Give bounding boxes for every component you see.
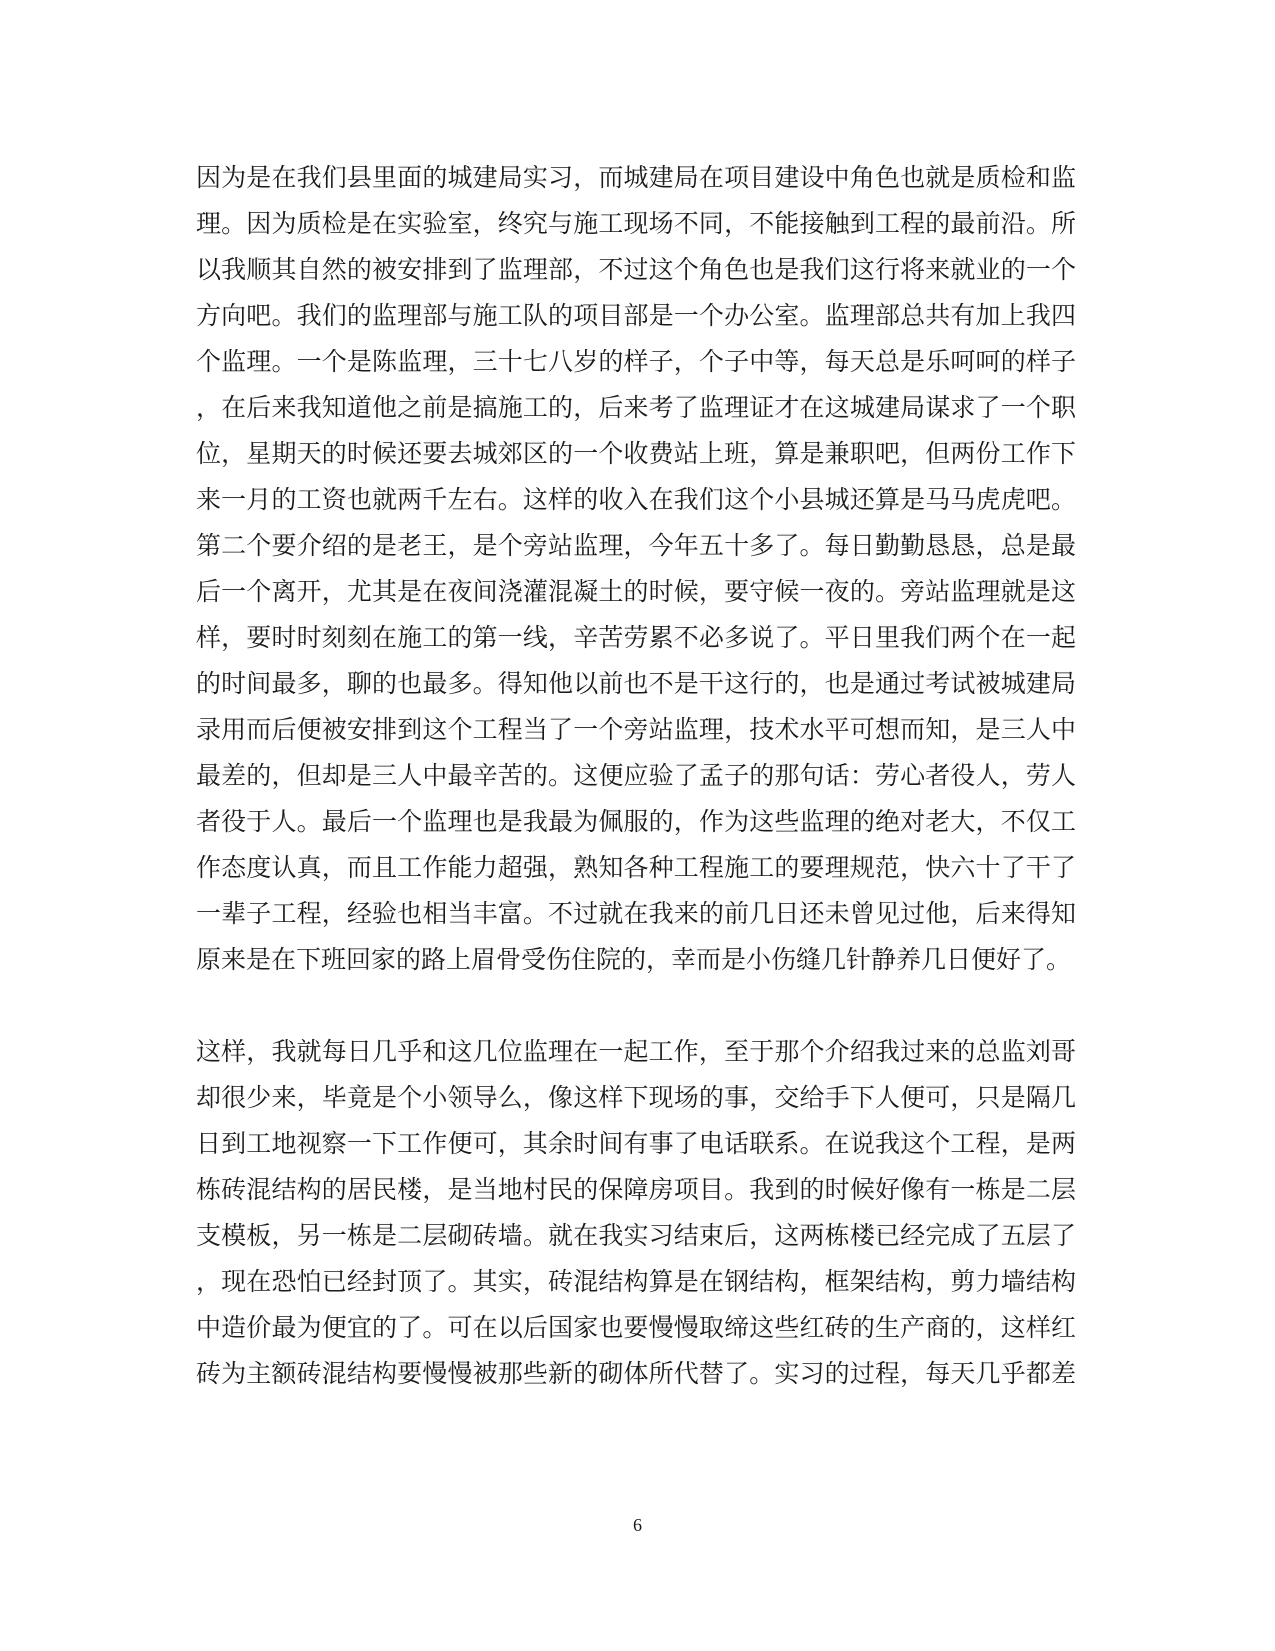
text-line: 最差的，但却是三人中最辛苦的。这便应验了孟子的那句话：劳心者役人，劳人 — [196, 761, 1076, 790]
text-line: 样，要时时刻刻在施工的第一线，辛苦劳累不必多说了。平日里我们两个在一起 — [196, 623, 1076, 652]
text-line: 位，星期天的时候还要去城郊区的一个收费站上班，算是兼职吧，但两份工作下 — [196, 439, 1076, 468]
text-line: 支模板，另一栋是二层砌砖墙。就在我实习结束后，这两栋楼已经完成了五层了 — [196, 1221, 1076, 1250]
text-line: 的时间最多，聊的也最多。得知他以前也不是干这行的，也是通过考试被城建局 — [196, 669, 1076, 698]
text-line: 却很少来，毕竟是个小领导么，像这样下现场的事，交给手下人便可，只是隔几 — [196, 1083, 1076, 1112]
text-line: 中造价最为便宜的了。可在以后国家也要慢慢取缔这些红砖的生产商的，这样红 — [196, 1313, 1076, 1342]
text-line: ，现在恐怕已经封顶了。其实，砖混结构算是在钢结构，框架结构，剪力墙结构 — [196, 1267, 1076, 1296]
text-line: 砖为主额砖混结构要慢慢被那些新的砌体所代替了。实习的过程，每天几乎都差 — [196, 1359, 1076, 1388]
text-line: 这样，我就每日几乎和这几位监理在一起工作，至于那个介绍我过来的总监刘哥 — [196, 1037, 1076, 1066]
text-line: 方向吧。我们的监理部与施工队的项目部是一个办公室。监理部总共有加上我四 — [196, 301, 1076, 330]
text-line: 日到工地视察一下工作便可，其余时间有事了电话联系。在说我这个工程，是两 — [196, 1129, 1076, 1158]
text-line: 录用而后便被安排到这个工程当了一个旁站监理，技术水平可想而知，是三人中 — [196, 715, 1076, 744]
text-line: 理。因为质检是在实验室，终究与施工现场不同，不能接触到工程的最前沿。所 — [196, 209, 1076, 238]
text-line: 作态度认真，而且工作能力超强，熟知各种工程施工的要理规范，快六十了干了 — [196, 853, 1076, 882]
text-line: 因为是在我们县里面的城建局实习，而城建局在项目建设中角色也就是质检和监 — [196, 163, 1076, 192]
text-line: 个监理。一个是陈监理，三十七八岁的样子，个子中等，每天总是乐呵呵的样子 — [196, 347, 1076, 376]
text-line: 栋砖混结构的居民楼，是当地村民的保障房项目。我到的时候好像有一栋是二层 — [196, 1175, 1076, 1204]
text-line: 以我顺其自然的被安排到了监理部，不过这个角色也是我们这行将来就业的一个 — [196, 255, 1076, 284]
text-line: 来一月的工资也就两千左右。这样的收入在我们这个小县城还算是马马虎虎吧。 — [196, 485, 1076, 514]
text-line: 后一个离开，尤其是在夜间浇灌混凝土的时候，要守候一夜的。旁站监理就是这 — [196, 577, 1076, 606]
text-line: 一辈子工程，经验也相当丰富。不过就在我来的前几日还未曾见过他，后来得知 — [196, 899, 1076, 928]
text-line: 原来是在下班回家的路上眉骨受伤住院的，幸而是小伤缝几针静养几日便好了。 — [196, 945, 1072, 974]
page-number: 6 — [633, 1515, 642, 1535]
text-line: 第二个要介绍的是老王，是个旁站监理，今年五十多了。每日勤勤恳恳，总是最 — [196, 531, 1076, 560]
text-line: ，在后来我知道他之前是搞施工的，后来考了监理证才在这城建局谋求了一个职 — [196, 393, 1076, 422]
text-line: 者役于人。最后一个监理也是我最为佩服的，作为这些监理的绝对老大，不仅工 — [196, 807, 1076, 836]
